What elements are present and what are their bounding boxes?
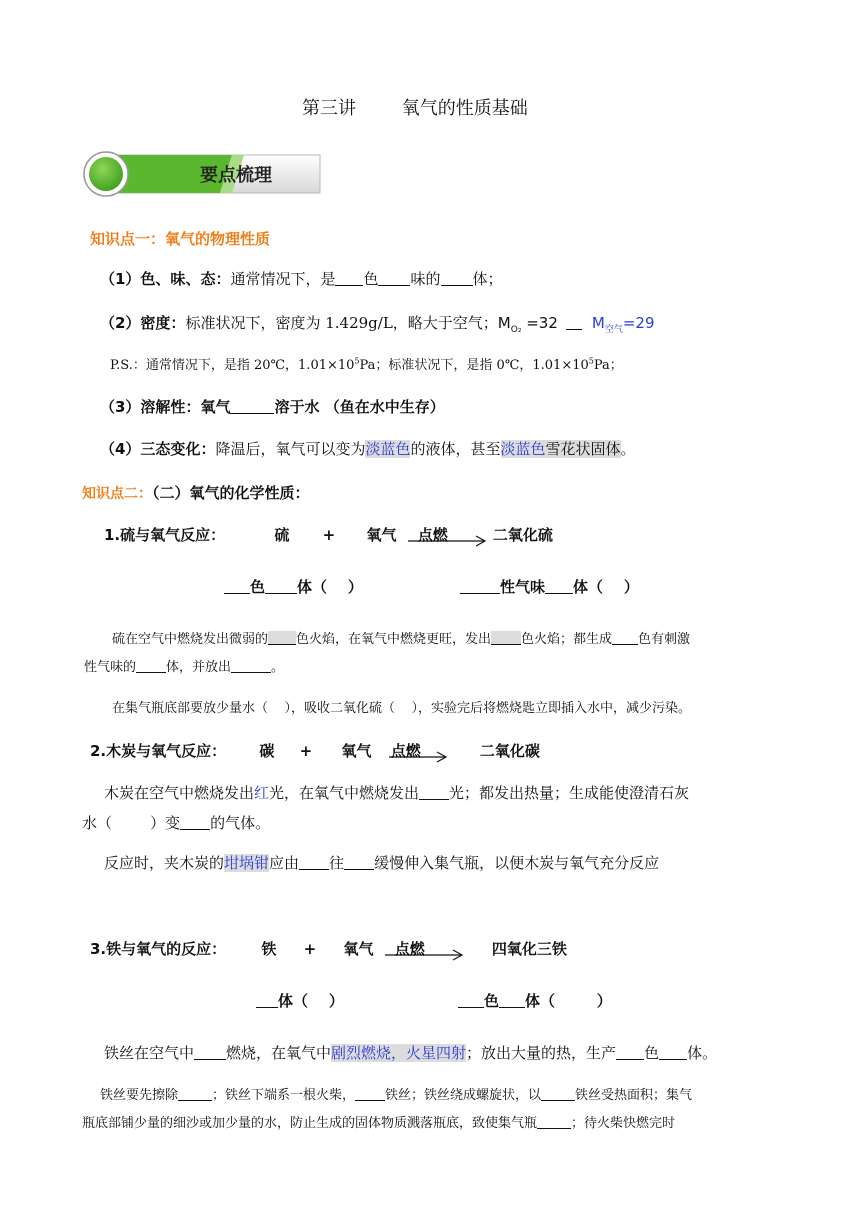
s2-desc-1 — [104, 782, 689, 803]
s1-states-left — [224, 576, 363, 597]
k1-heading: 知识点一：氧气的物理性质 — [90, 230, 271, 248]
blank — [344, 854, 374, 870]
blank — [178, 1087, 212, 1101]
text: 氧气 — [341, 742, 372, 760]
k1-ps-line: P.S.：通常情况下，是指 20℃，$1.01\times 10^5Pa$；标准状况下，是指 0℃，$1.01\times 10^5Pa$； — [110, 356, 623, 373]
text: 1.硫与氧气反应： — [104, 526, 226, 544]
text: 性气味的 — [84, 660, 137, 675]
text: 体（ ） — [278, 992, 344, 1010]
blank — [378, 270, 410, 286]
text: + — [322, 526, 336, 544]
banner-label: 要点梳理 — [200, 165, 272, 186]
page-title: 第三讲 氧气的性质基础 — [302, 98, 528, 119]
text: 3.铁与氧气的反应： — [90, 940, 227, 958]
text: 应由 — [269, 854, 300, 872]
text: 光；都发出热量；生成能使澄清石灰 — [449, 784, 690, 802]
reaction-arrow — [408, 524, 488, 545]
text: 反应时，夹木炭的 — [104, 854, 225, 872]
text: 标准状况下，密度为 1.429g/L，略大于空气； — [185, 314, 498, 332]
text: （3）溶解性： — [100, 398, 201, 416]
text: 色 — [250, 578, 266, 596]
text: 体（ ） — [297, 578, 363, 596]
condition: 点燃 — [394, 940, 425, 958]
text: （4）三态变化： — [100, 440, 216, 458]
text: 木炭在空气中燃烧发出 — [104, 784, 255, 802]
text: 二氧化硫 — [492, 526, 553, 544]
text: 燃烧，在氧气中 — [226, 1044, 332, 1062]
s1-desc-1 — [112, 628, 690, 647]
text: 缓慢伸入集气瓶，以便木炭与氧气充分反应 — [374, 854, 660, 872]
s1-desc-2 — [84, 656, 284, 675]
text: $M_{空气}=29$ — [591, 314, 655, 335]
text: 硫在空气中燃烧发出微弱的 — [112, 632, 269, 647]
k1-line-1 — [100, 268, 503, 289]
s2-desc-3 — [104, 852, 659, 873]
s3-desc-2 — [100, 1084, 692, 1103]
condition: 点燃 — [390, 742, 421, 760]
blank — [194, 1044, 226, 1060]
blank — [230, 398, 274, 414]
s2-equation — [90, 740, 540, 761]
s2-desc-2 — [82, 812, 270, 833]
blank — [566, 314, 582, 330]
blank — [460, 578, 500, 594]
s1-desc-3: 在集气瓶底部要放少量水（ ），吸收二氧化硫（ ），实验完后将燃烧匙立即插入水中，减少污染。 — [112, 701, 692, 716]
s3-desc-3 — [82, 1112, 675, 1131]
text: 体； — [472, 270, 503, 288]
s3-desc-1 — [104, 1042, 717, 1063]
blank — [659, 1044, 687, 1060]
text: 氧气 — [200, 398, 231, 416]
text: Pa； — [593, 358, 623, 373]
text: 味的 — [410, 270, 441, 288]
blank — [419, 784, 449, 800]
text: Pa；标准状况下，是指 0℃，1.01×10 — [359, 358, 589, 373]
blank — [545, 578, 573, 594]
text: ；铁丝下端系一根火柴， — [212, 1088, 356, 1103]
blank — [537, 1115, 571, 1129]
text: 坩埚钳 — [224, 854, 270, 872]
text: 雪花状固体 — [545, 440, 621, 458]
text: 通常情况下，是 — [230, 270, 336, 288]
text: 碳 — [259, 742, 275, 760]
reaction-arrow — [385, 938, 465, 959]
blank — [136, 659, 166, 673]
blank — [491, 631, 521, 645]
text: 二氧化碳 — [479, 742, 540, 760]
text: 铁 — [261, 940, 277, 958]
blank — [541, 1087, 575, 1101]
text: 知识点二： — [82, 486, 152, 502]
k2-heading — [82, 482, 310, 503]
blank — [458, 992, 484, 1008]
blank — [499, 992, 525, 1008]
blank — [256, 992, 278, 1008]
text: 色 — [644, 1044, 660, 1062]
text: 性气味 — [500, 578, 546, 596]
section-banner — [82, 150, 322, 198]
blank — [265, 578, 297, 594]
text: 色火焰；都生成 — [521, 632, 613, 647]
k1-line-2 — [100, 312, 655, 335]
s1-equation — [104, 524, 553, 545]
text: 色有刺激 — [638, 632, 691, 647]
text: 体（ ） — [525, 992, 612, 1010]
text: + — [299, 742, 313, 760]
text: 降温后，氧气可以变为 — [215, 440, 366, 458]
text: 四氧化三铁 — [491, 940, 567, 958]
blank — [616, 1044, 644, 1060]
text: 溶于水 （鱼在水中生存） — [274, 398, 445, 416]
k1-p2-label: （2）密度： — [100, 314, 186, 332]
text: 。 — [271, 660, 285, 675]
blank — [299, 854, 329, 870]
blank — [441, 270, 473, 286]
text: 色火焰，在氧气中燃烧更旺，发出 — [296, 632, 492, 647]
text: 的液体，甚至 — [410, 440, 501, 458]
text: 硫 — [274, 526, 290, 544]
text: 淡蓝色 — [500, 440, 546, 458]
k1-p1-label: （1）色、味、态： — [100, 270, 231, 288]
blank — [231, 659, 271, 673]
reaction-arrow — [389, 740, 449, 761]
text: $M_{O_2} =32$ — [497, 314, 558, 335]
text: （二）氧气的化学性质： — [152, 484, 310, 502]
blank — [612, 631, 638, 645]
text: 。 — [620, 440, 636, 458]
blank — [224, 578, 250, 594]
text: 淡蓝色 — [365, 440, 411, 458]
s3-states-left — [256, 990, 344, 1011]
text: ；放出大量的热，生产 — [466, 1044, 617, 1062]
text: 体，并放出 — [166, 660, 232, 675]
blank — [180, 814, 210, 830]
text: 色 — [484, 992, 500, 1010]
text: ；待火柴快燃完时 — [571, 1116, 676, 1131]
text: 氧气 — [366, 526, 397, 544]
blank — [335, 270, 363, 286]
blank — [355, 1087, 385, 1101]
k1-line-4 — [100, 438, 636, 459]
text: 铁丝；铁丝绕成螺旋状，以 — [385, 1088, 542, 1103]
s3-equation — [90, 938, 567, 959]
k1-line-3 — [100, 396, 445, 417]
text: 水（ ）变 — [82, 814, 181, 832]
blank — [268, 631, 296, 645]
text: 体（ ） — [573, 578, 639, 596]
s1-states-right — [460, 576, 639, 597]
text: 铁丝在空气中 — [104, 1044, 195, 1062]
text: 2.木炭与氧气反应： — [90, 742, 227, 760]
text: 氧气 — [343, 940, 374, 958]
s3-states-right — [458, 990, 612, 1011]
text: 往 — [329, 854, 345, 872]
text: 体。 — [687, 1044, 718, 1062]
text: 色 — [363, 270, 379, 288]
text: 光，在氧气中燃烧发出 — [269, 784, 420, 802]
condition: 点燃 — [417, 526, 448, 544]
text: 铁丝要先擦除 — [100, 1088, 179, 1103]
text: + — [303, 940, 317, 958]
text: 瓶底部铺少量的细沙或加少量的水，防止生成的固体物质溅落瓶底，致使集气瓶 — [82, 1116, 538, 1131]
text: P.S.：通常情况下，是指 20℃，1.01×10 — [110, 358, 355, 373]
text: 红 — [254, 784, 270, 802]
text: 的气体。 — [210, 814, 271, 832]
text: 铁丝受热面积；集气 — [575, 1088, 693, 1103]
text: 剧烈燃烧，火星四射 — [331, 1044, 467, 1062]
